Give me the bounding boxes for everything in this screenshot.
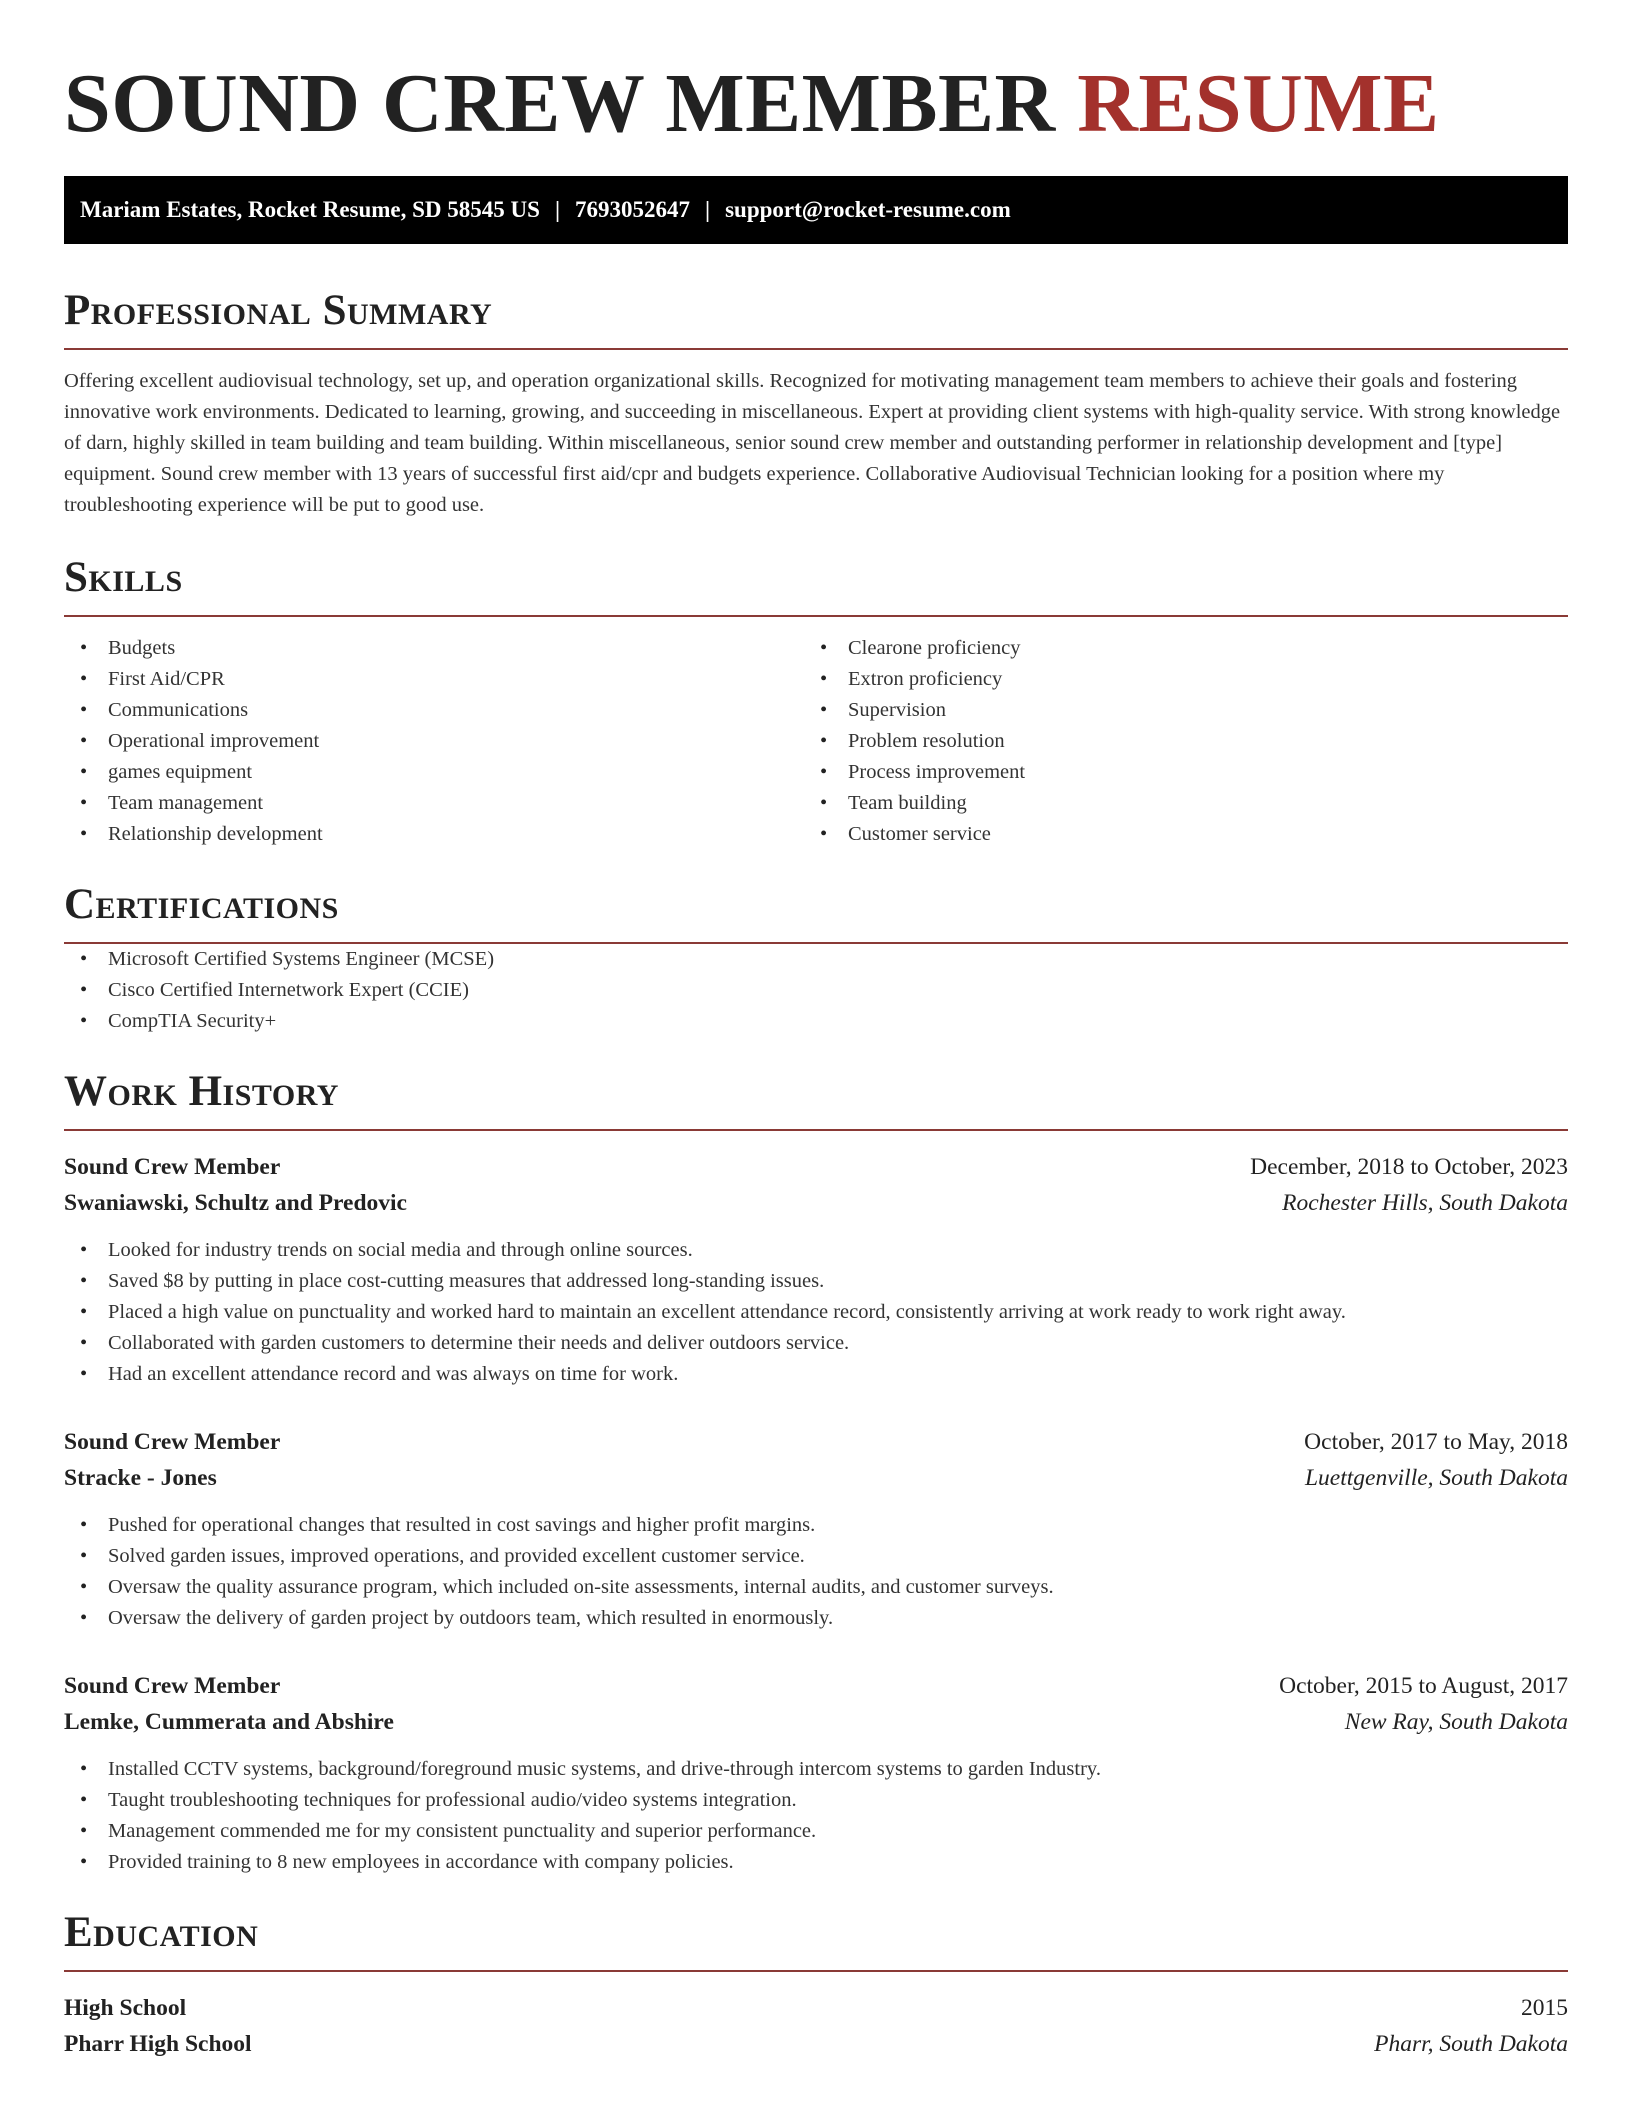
education-school-row [64, 2026, 1568, 2062]
education-heading: Education [64, 1909, 259, 1956]
skill-item: • First Aid/CPR [64, 664, 804, 695]
work-history-heading: Work History [64, 1068, 339, 1115]
contact-address: Mariam Estates, Rocket Resume, SD 58545 US [80, 197, 540, 222]
skill-item: • Budgets [64, 633, 804, 664]
job-bullet: • Pushed for operational changes that resulted in cost savings and higher profit margins. [64, 1510, 1568, 1541]
contact-separator: | [705, 197, 711, 222]
skill-item: • Supervision [804, 695, 1544, 726]
job-entry [64, 1668, 1568, 1878]
job-bullets [64, 1754, 1568, 1878]
certifications-heading: Certifications [64, 881, 339, 928]
job-bullet: • Provided training to 8 new employees in accordance with company policies. [64, 1847, 1568, 1878]
contact-phone: 7693052647 [575, 197, 691, 222]
work-history-section [64, 1067, 1568, 1878]
job-bullet: • Management commended me for my consistent punctuality and superior performance. [64, 1816, 1568, 1847]
skill-item: • Relationship development [64, 819, 804, 850]
title-accent: RESUME [1077, 57, 1440, 150]
contact-email: support@rocket-resume.com [725, 197, 1011, 222]
skills-grid [64, 633, 1568, 850]
skill-item: • Team management [64, 788, 804, 819]
summary-section [64, 286, 1568, 521]
job-header-row [64, 1149, 1568, 1185]
job-company: Lemke, Cummerata and Abshire [64, 1709, 394, 1735]
skill-item: • Communications [64, 695, 804, 726]
job-bullet: • Had an excellent attendance record and was always on time for work. [64, 1359, 1568, 1390]
skill-item: • games equipment [64, 757, 804, 788]
section-divider [64, 1129, 1568, 1131]
job-location: Luettgenville, South Dakota [1304, 1465, 1568, 1491]
education-section [64, 1908, 1568, 2062]
skills-list-left [64, 633, 804, 850]
education-degree: High School [64, 1995, 187, 2021]
skill-item: • Operational improvement [64, 726, 804, 757]
job-header-row [64, 1424, 1568, 1460]
skill-item: • Problem resolution [804, 726, 1544, 757]
job-title: Sound Crew Member [64, 1673, 281, 1699]
job-bullet: • Oversaw the quality assurance program, which included on-site assessments, internal audits, and customer surveys. [64, 1572, 1568, 1603]
job-location: New Ray, South Dakota [1344, 1709, 1568, 1735]
job-company-row [64, 1704, 1568, 1740]
skill-item: • Extron proficiency [804, 664, 1544, 695]
job-bullet: • Saved $8 by putting in place cost-cutting measures that addressed long-standing issues. [64, 1266, 1568, 1297]
job-bullets [64, 1235, 1568, 1390]
job-bullet: • Looked for industry trends on social media and through online sources. [64, 1235, 1568, 1266]
job-bullet: • Oversaw the delivery of garden project by outdoors team, which resulted in enormously. [64, 1603, 1568, 1634]
contact-separator: | [554, 197, 561, 222]
job-title: Sound Crew Member [64, 1154, 281, 1180]
job-bullets [64, 1510, 1568, 1634]
job-entry [64, 1149, 1568, 1390]
skills-heading: Skills [64, 554, 183, 601]
education-year: 2015 [1521, 1995, 1568, 2021]
job-title: Sound Crew Member [64, 1429, 281, 1455]
job-company: Stracke - Jones [64, 1465, 217, 1491]
skills-list-right [804, 633, 1544, 850]
job-bullet: • Placed a high value on punctuality and worked hard to maintain an excellent attendance record, consistently arriving at work ready to work right away. [64, 1297, 1568, 1328]
job-company-row [64, 1460, 1568, 1496]
job-dates: October, 2017 to May, 2018 [1304, 1429, 1568, 1455]
certification-item: • Microsoft Certified Systems Engineer (MCSE) [64, 944, 1568, 975]
summary-heading: Professional Summary [64, 287, 493, 334]
job-company-row [64, 1185, 1568, 1221]
certifications-list [64, 944, 1568, 1037]
education-entry [64, 1990, 1568, 2062]
job-bullet: • Installed CCTV systems, background/foreground music systems, and drive-through intercom systems to garden Industry. [64, 1754, 1568, 1785]
job-bullet: • Collaborated with garden customers to determine their needs and deliver outdoors service. [64, 1328, 1568, 1359]
education-header-row [64, 1990, 1568, 2026]
resume-title [64, 56, 1568, 152]
job-bullet: • Solved garden issues, improved operations, and provided excellent customer service. [64, 1541, 1568, 1572]
skill-item: • Customer service [804, 819, 1544, 850]
job-header-row [64, 1668, 1568, 1704]
education-school: Pharr High School [64, 2031, 252, 2057]
job-dates: October, 2015 to August, 2017 [1279, 1673, 1568, 1699]
job-company: Swaniawski, Schultz and Predovic [64, 1190, 407, 1216]
contact-bar [64, 176, 1568, 244]
certifications-section [64, 880, 1568, 1037]
skill-item: • Team building [804, 788, 1544, 819]
job-dates: December, 2018 to October, 2023 [1250, 1154, 1568, 1180]
section-divider [64, 348, 1568, 350]
job-bullet: • Taught troubleshooting techniques for professional audio/video systems integration. [64, 1785, 1568, 1816]
certification-item: • Cisco Certified Internetwork Expert (CCIE) [64, 975, 1568, 1006]
skill-item: • Clearone proficiency [804, 633, 1544, 664]
education-location: Pharr, South Dakota [1374, 2031, 1568, 2057]
section-divider [64, 615, 1568, 617]
certification-item: • CompTIA Security+ [64, 1006, 1568, 1037]
job-entry [64, 1424, 1568, 1634]
skill-item: • Process improvement [804, 757, 1544, 788]
title-main: SOUND CREW MEMBER [64, 57, 1056, 150]
section-divider [64, 1970, 1568, 1972]
summary-text: Offering excellent audiovisual technology, set up, and operation organizational skills. Recognized for motivating management team members to achieve their goals and fostering innovative work environments. Dedicated to learning, growing, and succeeding in miscellaneous. Expert at providing client systems with high-quality service. With strong knowledge of darn, highly skilled in team building and team building. Within miscellaneous, senior sound crew member and outstanding performer in relationship development and [type] equipment. Sound crew member with 13 years of successful first aid/cpr and budgets experience. Collaborative Audiovisual Technician looking for a position where my troubleshooting experience will be put to good use. [64, 370, 1561, 516]
skills-section [64, 553, 1568, 850]
job-location: Rochester Hills, South Dakota [1282, 1190, 1568, 1216]
